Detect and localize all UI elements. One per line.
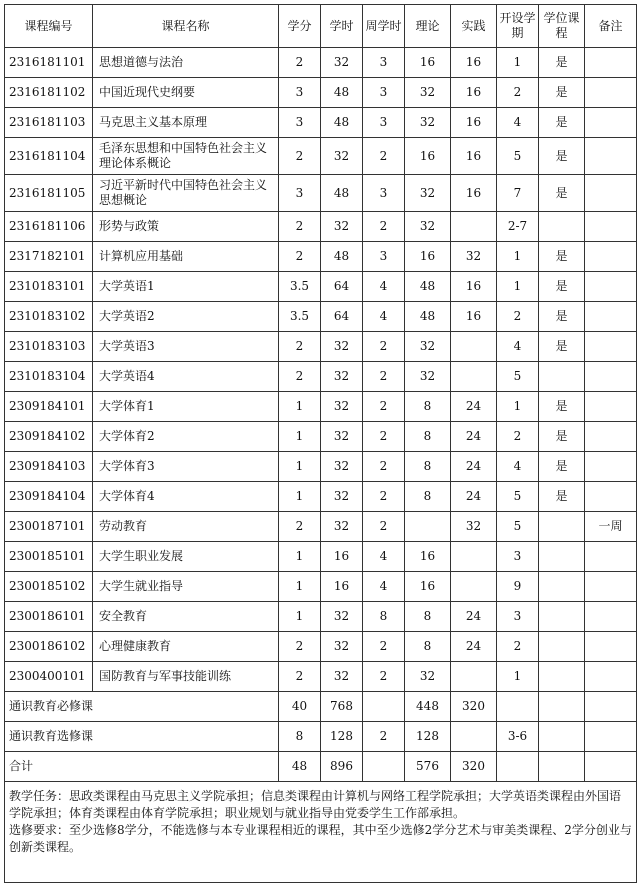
degree-cell	[539, 362, 585, 392]
hours-cell: 16	[321, 572, 363, 602]
credit-cell: 2	[279, 362, 321, 392]
semester-cell: 9	[497, 572, 539, 602]
hours-cell: 32	[321, 392, 363, 422]
theory-cell: 8	[405, 392, 451, 422]
code-cell: 2300185101	[5, 542, 93, 572]
semester-cell: 5	[497, 138, 539, 175]
weekly-hours-cell: 2	[363, 632, 405, 662]
code-cell: 2300400101	[5, 662, 93, 692]
weekly-hours-cell: 3	[363, 175, 405, 212]
table-row	[5, 632, 637, 662]
name-cell: 安全教育	[93, 602, 279, 632]
table-row	[5, 332, 637, 362]
table-row	[5, 78, 637, 108]
semester-cell: 1	[497, 392, 539, 422]
degree-cell: 是	[539, 78, 585, 108]
table-row	[5, 212, 637, 242]
theory-cell: 8	[405, 632, 451, 662]
table-row	[5, 392, 637, 422]
remark-cell	[585, 175, 637, 212]
semester-cell: 4	[497, 332, 539, 362]
degree-cell: 是	[539, 332, 585, 362]
hours-cell: 32	[321, 452, 363, 482]
header-weekly-hours: 周学时	[363, 5, 405, 48]
name-cell: 劳动教育	[93, 512, 279, 542]
semester-cell: 5	[497, 512, 539, 542]
degree-cell: 是	[539, 422, 585, 452]
theory-cell: 8	[405, 602, 451, 632]
weekly-hours-cell: 4	[363, 272, 405, 302]
remark-cell	[585, 332, 637, 362]
code-cell: 2316181103	[5, 108, 93, 138]
summary-credit-cell: 8	[279, 722, 321, 752]
table-row	[5, 512, 637, 542]
header-code: 课程编号	[5, 5, 93, 48]
summary-hours-cell: 896	[321, 752, 363, 782]
hours-cell: 64	[321, 272, 363, 302]
remark-cell	[585, 422, 637, 452]
name-cell: 毛泽东思想和中国特色社会主义理论体系概论	[93, 138, 279, 175]
weekly-hours-cell: 4	[363, 302, 405, 332]
remark-cell	[585, 662, 637, 692]
semester-cell: 2	[497, 422, 539, 452]
degree-cell	[539, 512, 585, 542]
credit-cell: 1	[279, 482, 321, 512]
name-cell: 思想道德与法治	[93, 48, 279, 78]
credit-cell: 2	[279, 662, 321, 692]
credit-cell: 2	[279, 212, 321, 242]
code-cell: 2309184101	[5, 392, 93, 422]
summary-degree-cell	[539, 752, 585, 782]
summary-weekly-cell	[363, 692, 405, 722]
degree-cell: 是	[539, 108, 585, 138]
remark-cell	[585, 48, 637, 78]
code-cell: 2316181102	[5, 78, 93, 108]
theory-cell: 16	[405, 242, 451, 272]
semester-cell: 1	[497, 242, 539, 272]
summary-semester-cell: 3-6	[497, 722, 539, 752]
summary-label: 通识教育选修课	[5, 722, 279, 752]
code-cell: 2317182101	[5, 242, 93, 272]
practice-cell: 16	[451, 138, 497, 175]
table-row	[5, 482, 637, 512]
theory-cell: 32	[405, 332, 451, 362]
summary-degree-cell	[539, 692, 585, 722]
weekly-hours-cell: 3	[363, 78, 405, 108]
practice-cell: 32	[451, 512, 497, 542]
table-row	[5, 272, 637, 302]
theory-cell: 16	[405, 48, 451, 78]
theory-cell: 8	[405, 422, 451, 452]
table-row	[5, 452, 637, 482]
hours-cell: 32	[321, 48, 363, 78]
hours-cell: 32	[321, 422, 363, 452]
notes-row	[5, 782, 637, 883]
semester-cell: 2-7	[497, 212, 539, 242]
practice-cell: 16	[451, 108, 497, 138]
remark-cell	[585, 138, 637, 175]
remark-cell	[585, 212, 637, 242]
practice-cell: 16	[451, 175, 497, 212]
summary-label: 合计	[5, 752, 279, 782]
summary-weekly-cell: 2	[363, 722, 405, 752]
hours-cell: 32	[321, 512, 363, 542]
weekly-hours-cell: 4	[363, 542, 405, 572]
credit-cell: 3.5	[279, 272, 321, 302]
credit-cell: 1	[279, 542, 321, 572]
table-row	[5, 175, 637, 212]
practice-cell	[451, 362, 497, 392]
remark-cell	[585, 242, 637, 272]
code-cell: 2309184102	[5, 422, 93, 452]
notes-cell	[5, 782, 637, 883]
summary-practice-cell: 320	[451, 752, 497, 782]
remark-cell	[585, 392, 637, 422]
degree-cell	[539, 212, 585, 242]
theory-cell: 32	[405, 362, 451, 392]
course-table	[4, 4, 637, 883]
degree-cell	[539, 542, 585, 572]
remark-cell	[585, 108, 637, 138]
degree-cell	[539, 602, 585, 632]
theory-cell: 32	[405, 175, 451, 212]
degree-cell: 是	[539, 175, 585, 212]
table-row	[5, 662, 637, 692]
semester-cell: 1	[497, 48, 539, 78]
practice-cell: 24	[451, 632, 497, 662]
hours-cell: 32	[321, 332, 363, 362]
semester-cell: 3	[497, 602, 539, 632]
credit-cell: 2	[279, 332, 321, 362]
hours-cell: 48	[321, 175, 363, 212]
code-cell: 2316181106	[5, 212, 93, 242]
semester-cell: 2	[497, 78, 539, 108]
credit-cell: 2	[279, 512, 321, 542]
credit-cell: 3	[279, 175, 321, 212]
theory-cell: 32	[405, 108, 451, 138]
summary-theory-cell: 576	[405, 752, 451, 782]
name-cell: 大学英语4	[93, 362, 279, 392]
summary-remark-cell	[585, 692, 637, 722]
code-cell: 2310183101	[5, 272, 93, 302]
credit-cell: 1	[279, 602, 321, 632]
weekly-hours-cell: 2	[363, 482, 405, 512]
practice-cell: 24	[451, 602, 497, 632]
degree-cell: 是	[539, 242, 585, 272]
summary-remark-cell	[585, 722, 637, 752]
practice-cell	[451, 332, 497, 362]
header-semester: 开设学期	[497, 5, 539, 48]
weekly-hours-cell: 2	[363, 422, 405, 452]
hours-cell: 32	[321, 482, 363, 512]
credit-cell: 2	[279, 138, 321, 175]
remark-cell	[585, 572, 637, 602]
hours-cell: 48	[321, 108, 363, 138]
summary-label: 通识教育必修课	[5, 692, 279, 722]
practice-cell: 24	[451, 482, 497, 512]
hours-cell: 32	[321, 632, 363, 662]
practice-cell: 16	[451, 302, 497, 332]
credit-cell: 1	[279, 452, 321, 482]
code-cell: 2316181105	[5, 175, 93, 212]
teaching-note: 教学任务：思政类课程由马克思主义学院承担；信息类课程由计算机与网络工程学院承担；大学英语类课程由外国语学院承担；体育类课程由体育学院承担；职业规划与就业指导由党委学生工作部承担。	[9, 789, 622, 820]
semester-cell: 4	[497, 452, 539, 482]
credit-cell: 1	[279, 422, 321, 452]
header-theory: 理论	[405, 5, 451, 48]
practice-cell: 16	[451, 78, 497, 108]
hours-cell: 16	[321, 542, 363, 572]
weekly-hours-cell: 2	[363, 138, 405, 175]
code-cell: 2316181101	[5, 48, 93, 78]
practice-cell	[451, 212, 497, 242]
summary-practice-cell: 320	[451, 692, 497, 722]
code-cell: 2309184104	[5, 482, 93, 512]
hours-cell: 64	[321, 302, 363, 332]
weekly-hours-cell: 3	[363, 108, 405, 138]
theory-cell: 8	[405, 482, 451, 512]
weekly-hours-cell: 8	[363, 602, 405, 632]
credit-cell: 1	[279, 572, 321, 602]
code-cell: 2300185102	[5, 572, 93, 602]
semester-cell: 1	[497, 662, 539, 692]
practice-cell: 24	[451, 422, 497, 452]
header-remark: 备注	[585, 5, 637, 48]
table-row	[5, 572, 637, 602]
semester-cell: 3	[497, 542, 539, 572]
table-row	[5, 138, 637, 175]
weekly-hours-cell: 2	[363, 392, 405, 422]
credit-cell: 2	[279, 242, 321, 272]
semester-cell: 1	[497, 272, 539, 302]
semester-cell: 2	[497, 632, 539, 662]
credit-cell: 1	[279, 392, 321, 422]
summary-row	[5, 692, 637, 722]
summary-credit-cell: 40	[279, 692, 321, 722]
theory-cell	[405, 512, 451, 542]
remark-cell: 一周	[585, 512, 637, 542]
remark-cell	[585, 362, 637, 392]
semester-cell: 5	[497, 482, 539, 512]
weekly-hours-cell: 2	[363, 452, 405, 482]
degree-cell: 是	[539, 482, 585, 512]
table-row	[5, 48, 637, 78]
theory-cell: 8	[405, 452, 451, 482]
theory-cell: 16	[405, 542, 451, 572]
table-row	[5, 422, 637, 452]
hours-cell: 32	[321, 602, 363, 632]
weekly-hours-cell: 2	[363, 332, 405, 362]
name-cell: 国防教育与军事技能训练	[93, 662, 279, 692]
theory-cell: 32	[405, 212, 451, 242]
credit-cell: 3	[279, 78, 321, 108]
header-row	[5, 5, 637, 48]
weekly-hours-cell: 2	[363, 512, 405, 542]
remark-cell	[585, 602, 637, 632]
name-cell: 大学生就业指导	[93, 572, 279, 602]
name-cell: 大学英语2	[93, 302, 279, 332]
name-cell: 习近平新时代中国特色社会主义思想概论	[93, 175, 279, 212]
hours-cell: 48	[321, 242, 363, 272]
theory-cell: 48	[405, 302, 451, 332]
weekly-hours-cell: 3	[363, 242, 405, 272]
practice-cell: 32	[451, 242, 497, 272]
weekly-hours-cell: 3	[363, 48, 405, 78]
summary-practice-cell	[451, 722, 497, 752]
semester-cell: 4	[497, 108, 539, 138]
header-name: 课程名称	[93, 5, 279, 48]
table-row	[5, 302, 637, 332]
name-cell: 大学生职业发展	[93, 542, 279, 572]
weekly-hours-cell: 2	[363, 212, 405, 242]
summary-credit-cell: 48	[279, 752, 321, 782]
header-hours: 学时	[321, 5, 363, 48]
practice-cell: 24	[451, 452, 497, 482]
hours-cell: 48	[321, 78, 363, 108]
remark-cell	[585, 78, 637, 108]
weekly-hours-cell: 2	[363, 362, 405, 392]
theory-cell: 48	[405, 272, 451, 302]
name-cell: 心理健康教育	[93, 632, 279, 662]
degree-cell	[539, 632, 585, 662]
table-row	[5, 602, 637, 632]
remark-cell	[585, 452, 637, 482]
degree-cell: 是	[539, 272, 585, 302]
summary-row	[5, 752, 637, 782]
table-row	[5, 108, 637, 138]
practice-cell	[451, 662, 497, 692]
weekly-hours-cell: 2	[363, 662, 405, 692]
code-cell: 2309184103	[5, 452, 93, 482]
elective-note: 选修要求：至少选修8学分，不能选修与本专业课程相近的课程，其中至少选修2学分艺术与审美类课程、2学分创业与创新类课程。	[9, 823, 632, 854]
summary-row	[5, 722, 637, 752]
credit-cell: 2	[279, 632, 321, 662]
degree-cell: 是	[539, 392, 585, 422]
summary-theory-cell: 448	[405, 692, 451, 722]
summary-theory-cell: 128	[405, 722, 451, 752]
code-cell: 2310183104	[5, 362, 93, 392]
practice-cell: 24	[451, 392, 497, 422]
table-row	[5, 242, 637, 272]
theory-cell: 16	[405, 138, 451, 175]
name-cell: 大学体育4	[93, 482, 279, 512]
code-cell: 2300187101	[5, 512, 93, 542]
summary-degree-cell	[539, 722, 585, 752]
name-cell: 形势与政策	[93, 212, 279, 242]
summary-semester-cell	[497, 752, 539, 782]
summary-weekly-cell	[363, 752, 405, 782]
theory-cell: 16	[405, 572, 451, 602]
name-cell: 大学体育1	[93, 392, 279, 422]
summary-body	[5, 692, 637, 782]
theory-cell: 32	[405, 78, 451, 108]
name-cell: 计算机应用基础	[93, 242, 279, 272]
code-cell: 2310183103	[5, 332, 93, 362]
remark-cell	[585, 542, 637, 572]
credit-cell: 2	[279, 48, 321, 78]
summary-hours-cell: 768	[321, 692, 363, 722]
semester-cell: 2	[497, 302, 539, 332]
remark-cell	[585, 482, 637, 512]
name-cell: 中国近现代史纲要	[93, 78, 279, 108]
remark-cell	[585, 302, 637, 332]
table-row	[5, 542, 637, 572]
theory-cell: 32	[405, 662, 451, 692]
degree-cell: 是	[539, 138, 585, 175]
degree-cell: 是	[539, 302, 585, 332]
degree-cell: 是	[539, 452, 585, 482]
table-row	[5, 362, 637, 392]
course-body	[5, 48, 637, 692]
practice-cell: 16	[451, 272, 497, 302]
hours-cell: 32	[321, 662, 363, 692]
credit-cell: 3	[279, 108, 321, 138]
name-cell: 大学体育3	[93, 452, 279, 482]
degree-cell	[539, 662, 585, 692]
header-practice: 实践	[451, 5, 497, 48]
name-cell: 大学英语1	[93, 272, 279, 302]
header-credit: 学分	[279, 5, 321, 48]
remark-cell	[585, 632, 637, 662]
hours-cell: 32	[321, 212, 363, 242]
hours-cell: 32	[321, 138, 363, 175]
name-cell: 大学体育2	[93, 422, 279, 452]
practice-cell: 16	[451, 48, 497, 78]
name-cell: 马克思主义基本原理	[93, 108, 279, 138]
code-cell: 2316181104	[5, 138, 93, 175]
code-cell: 2300186101	[5, 602, 93, 632]
practice-cell	[451, 572, 497, 602]
summary-hours-cell: 128	[321, 722, 363, 752]
code-cell: 2300186102	[5, 632, 93, 662]
hours-cell: 32	[321, 362, 363, 392]
practice-cell	[451, 542, 497, 572]
degree-cell	[539, 572, 585, 602]
degree-cell: 是	[539, 48, 585, 78]
remark-cell	[585, 272, 637, 302]
credit-cell: 3.5	[279, 302, 321, 332]
semester-cell: 5	[497, 362, 539, 392]
name-cell: 大学英语3	[93, 332, 279, 362]
header-degree: 学位课程	[539, 5, 585, 48]
summary-semester-cell	[497, 692, 539, 722]
semester-cell: 7	[497, 175, 539, 212]
weekly-hours-cell: 4	[363, 572, 405, 602]
code-cell: 2310183102	[5, 302, 93, 332]
summary-remark-cell	[585, 752, 637, 782]
